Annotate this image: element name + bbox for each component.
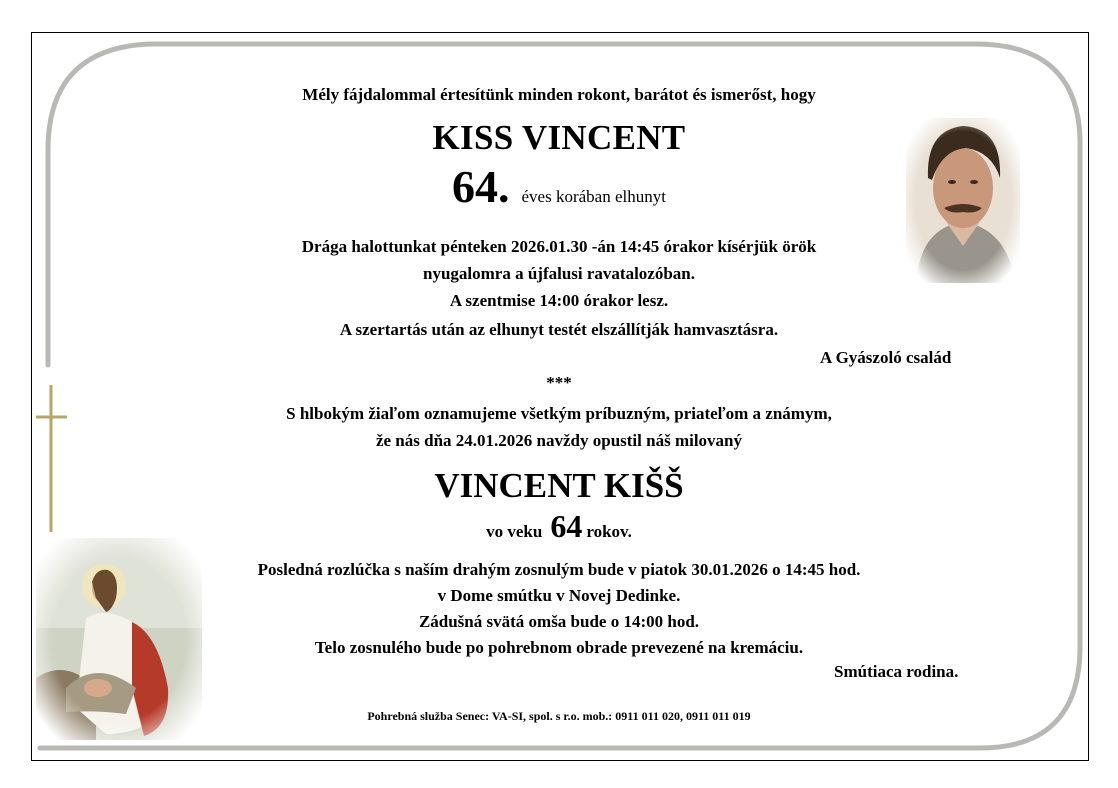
hu-line-2: nyugalomra a újfalusi ravatalozóban. <box>422 264 696 283</box>
sk-intro-1: S hlbokým žiaľom oznamujeme všetkým príbuzným, priateľom a známym, <box>286 404 832 423</box>
funeral-service-footer: Pohrebná služba Senec: VA-SI, spol. s r.o. mob.: 0911 011 020, 0911 011 019 <box>367 709 751 723</box>
sk-line-2: v Dome smútku v Novej Dedinke. <box>437 586 681 605</box>
sk-age-suffix: rokov. <box>586 522 632 541</box>
hu-line-3: A szentmise 14:00 órakor lesz. <box>449 291 669 310</box>
hu-line-4: A szertartás után az elhunyt testét elszállítják hamvasztásra. <box>339 320 779 339</box>
sk-signature: Smútiaca rodina. <box>834 662 959 681</box>
hu-age-number: 64. <box>452 161 510 212</box>
hu-signature: A Gyászoló család <box>820 348 952 367</box>
hu-deceased-name: KISS VINCENT <box>432 118 686 157</box>
sk-intro-2: že nás dňa 24.01.2026 navždy opustil náš milovaný <box>375 431 743 450</box>
sk-age-prefix: vo veku <box>486 522 543 541</box>
separator: *** <box>546 373 572 392</box>
sk-deceased-name: VINCENT KIŠŠ <box>434 466 684 505</box>
hu-intro: Mély fájdalommal értesítünk minden rokont, barátot és ismerőst, hogy <box>302 85 816 104</box>
sk-line-1: Posledná rozlúčka s naším drahým zosnulým bude v piatok 30.01.2026 o 14:45 hod. <box>257 560 861 579</box>
sk-age-line <box>0 508 1118 545</box>
sk-line-4: Telo zosnulého bude po pohrebnom obrade prevezené na kremáciu. <box>314 638 804 657</box>
hu-line-1: Drága halottunkat pénteken 2026.01.30 -án 14:45 órakor kísérjük örök <box>301 237 817 256</box>
hu-age-text: éves korában elhunyt <box>521 187 666 206</box>
sk-line-3: Zádušná svätá omša bude o 14:00 hod. <box>418 612 700 631</box>
hu-age-line <box>0 160 1118 213</box>
sk-age-number: 64 <box>550 508 583 544</box>
